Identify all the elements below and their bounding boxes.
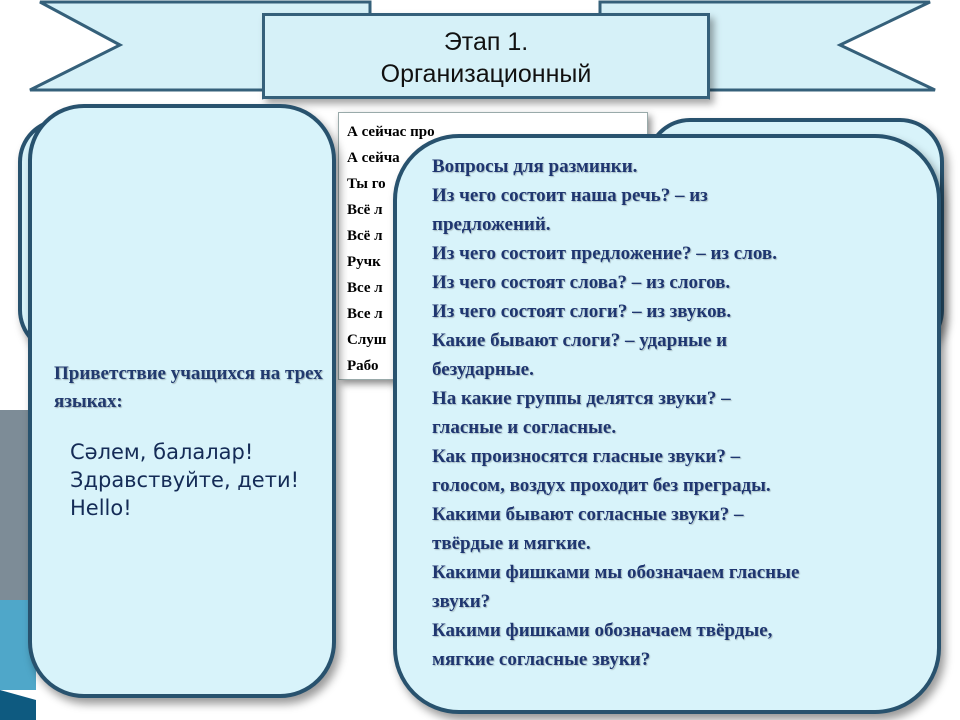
poem-line: Слуш: [347, 332, 387, 348]
greeting-phrases: [70, 438, 330, 522]
warmup-line: твёрдые и мягкие.: [432, 533, 591, 554]
poem-line: Все л: [347, 306, 383, 322]
warmup-line: Как произносятся гласные звуки? –: [432, 446, 741, 467]
warmup-line: предложений.: [432, 214, 551, 235]
greeting-kazakh: Сәлем, балалар!: [70, 440, 254, 464]
poem-line: А сейча: [347, 150, 400, 166]
warmup-line: Из чего состоит предложение? – из слов.: [432, 243, 777, 264]
poem-line: Ручк: [347, 254, 381, 270]
warmup-questions: [432, 152, 912, 674]
warmup-line: голосом, воздух проходит без преграды.: [432, 475, 771, 496]
warmup-line: Какими фишками обозначаем твёрдые,: [432, 620, 773, 641]
warmup-line: гласные и согласные.: [432, 417, 617, 438]
title-box: [262, 13, 710, 99]
warmup-line: Какими фишками мы обозначаем гласные: [432, 562, 800, 583]
greeting-russian: Здравствуйте, дети!: [70, 468, 300, 492]
title-stage: Этап 1.: [443, 28, 529, 56]
greeting-title: Приветствие учащихся на трех языках:: [54, 363, 323, 412]
poem-line: Рабо: [347, 358, 379, 374]
greeting-english: Hello!: [70, 496, 132, 520]
title-name: Организационный: [380, 60, 592, 88]
warmup-line: мягкие согласные звуки?: [432, 649, 651, 670]
warmup-line: Из чего состоит наша речь? – из: [432, 185, 708, 206]
warmup-line: безударные.: [432, 359, 534, 380]
poem-line: Все л: [347, 280, 383, 296]
poem-line: Ты го: [347, 176, 386, 192]
warmup-line: Какие бывают слоги? – ударные и: [432, 330, 728, 351]
poem-line: Всё л: [347, 228, 383, 244]
poem-line: Всё л: [347, 202, 383, 218]
poem-line: А сейчас про: [347, 124, 435, 140]
warmup-line: Из чего состоят слоги? – из звуков.: [432, 301, 732, 322]
warmup-line: звуки?: [432, 591, 491, 612]
warmup-line: Из чего состоят слова? – из слогов.: [432, 272, 731, 293]
warmup-line: Какими бывают согласные звуки? –: [432, 504, 744, 525]
warmup-line: На какие группы делятся звуки? –: [432, 388, 731, 409]
warmup-line: Вопросы для разминки.: [432, 156, 638, 177]
